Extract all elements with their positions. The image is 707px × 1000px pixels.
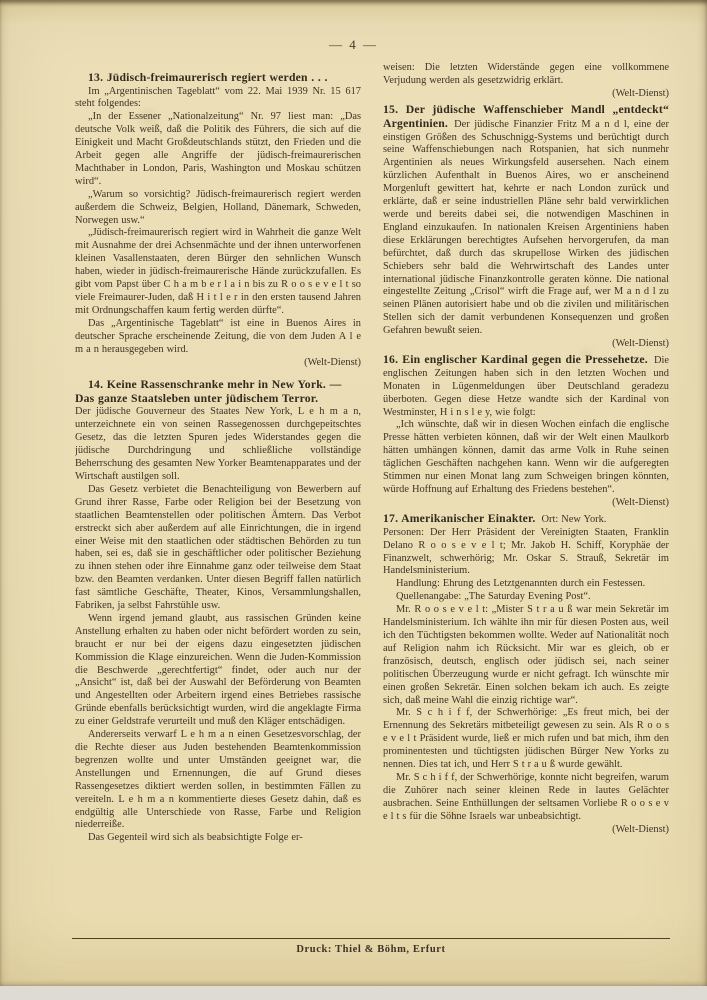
- section-15-attribution: (Welt-Dienst): [612, 338, 669, 350]
- section-15: 15. Der jüdische Waffenschieber Mandl „entdeckt“ Argentinien. Der jüdische Finanzier Fritz M a n d l, eine der einstigen Größen des Schuschnigg-Systems und berüchtigt durch seine Waffenschiebungen nach Rotspanien, hat sich nunmehr Argentinien als neues Wirkungsfeld ausersehen. Nach einem kürzlichen Aufenthalt in Buenos Aires, wo er anscheinend Morgenluft gewittert hat, kehrte er nach London zurück und erklärte, daß er seine industriellen Pläne sehr bald verwirklichen werde und bereits dabei sei, die notwendigen Maschinen in England einzukaufen. In nationalen Kreisen Argentiniens haben diese Erklärungen berechtigtes Aufsehen hervorgerufen, da man befürchtet, daß durch das skrupellose Wirken des jüdischen Schiebers sehr bald die Wehrwirtschaft des Landes unter international jüdische Finanzkontrolle geraten könne. Die national eingestellte Zeitung „Crisol“ wirft die Frage auf, wer M a n d l zu seinen Plänen autorisiert habe und ob die zivilen und militärischen Stellen sich der damit verbundenen Konsequenzen und großen Gefahren bewußt seien.: [383, 102, 669, 337]
- section-13-para-1: Im „Argentinischen Tageblatt“ vom 22. Mai 1939 Nr. 15 617 steht folgendes:: [75, 85, 361, 110]
- section-17-personen: Personen: Der Herr Präsident der Vereinigten Staaten, Franklin Delano R o o s e v e l t; Mr. Jakob H. Schiff, Koryphäe der Finanzwelt, schwerhörig; Mr. Oskar S. Strauß, Sekretär im Handelsministerium.: [383, 526, 669, 577]
- section-14-para-5-continued: weisen: Die letzten Widerstände gegen eine vollkommene Verjudung werden als gesetzwidrig erklärt.: [383, 62, 669, 86]
- section-14-attribution: (Welt-Dienst): [612, 87, 669, 99]
- section-14-para-3: Wenn irgend jemand glaubt, aus rassischen Gründen keine Anstellung erhalten zu haben oder nicht befördert worden zu sein, braucht er nur bei der eigens dazu eingesetzten jüdischen Kommission die Klage einzureichen. Wenn die Juden-Kommission die Beschwerde „gerechtfertigt“ findet, oder auch nur der „Ansicht“ ist, daß bei der Auswahl der Beförderung von Beamten und Angestellten oder Arbeitern irgend eines Betriebes rassische Gründe ebenfalls berücksichtigt wurden, wird die angeklagte Firma zu einer Geldstrafe verurteilt und muß den Kläger entschädigen.: [75, 612, 361, 728]
- section-15-heading: 15. Der jüdische Waffenschieber Mandl „entdeckt“ Argentinien.: [383, 102, 669, 130]
- section-13-heading: 13. Jüdisch-freimaurerisch regiert werden . . .: [88, 71, 328, 84]
- section-14-para-2: Das Gesetz verbietet die Benachteiligung von Bewerbern auf Grund ihrer Rasse, Farbe oder Religion bei der Besetzung von staatlichen Beamtenstellen oder politischen Ämtern. Das Verbot erstreckt sich aber außerdem auf alle Einrichtungen, die in irgend einer Weise mit den staatlichen oder städtischen Behörden zu tun haben, sei es, daß sie in geschäftlicher oder politischer Beziehung zu ihnen stehen oder ihre Einnahme ganz oder teilweise dem Staat bzw. den Beamten verdanken. Unter diesen Begriff fallen natürlich fast sämtliche Geschäfte, Theater, Kinos, Versammlungshallen, Fabriken, ja selbst Fahrstühle usw.: [75, 483, 361, 612]
- section-14-para-5: Das Gegenteil wird sich als beabsichtigte Folge er-: [88, 832, 303, 844]
- footer-imprint: Druck: Thiel & Böhm, Erfurt: [296, 944, 446, 955]
- section-14-para-1: Der jüdische Gouverneur des Staates New York, L e h m a n, unterzeichnete ein von seinen Rassegenossen durchgepeitschtes Gesetz, das die letzten Spuren jedes Widerstandes gegen die jüdische Durchdringung und schließliche vollständige Beherrschung des gesamten New Yorker Beamtenapparates und der Wirtschaft austilgen soll.: [75, 406, 361, 482]
- section-17-quelle: Quellenangabe: „The Saturday Evening Post“.: [396, 591, 591, 603]
- footer-rule: [72, 938, 670, 939]
- page-footer: [72, 938, 670, 955]
- column-left: [75, 62, 361, 934]
- section-14-heading: 14. Keine Rassenschranke mehr in New York. — Das ganze Staatsleben unter jüdischem Terror.: [75, 378, 342, 405]
- section-16-para-2: „Ich wünschte, daß wir in diesen Wochen einfach die englische Presse hätten verbieten können, daß wir der Welt einen Maulkorb hätten umhängen können, damit das arme Volk in Ruhe seinen täglichen Geschäften nachgehen kann. Wenn wir die aufgeregten Stimmen nur einen Monat lang zum Schweigen bringen könnten, würde Hoffnung auf Erhaltung des Friedens bestehen“.: [383, 419, 669, 495]
- section-17-heading: 17. Amerikanischer Einakter.: [383, 511, 542, 525]
- section-17-attribution: (Welt-Dienst): [612, 823, 669, 835]
- section-13-para-5: Das „Argentinische Tageblatt“ ist eine in Buenos Aires in deutscher Sprache erscheinende Zeitung, die von dem Juden A l e m a n herausgegeben wird.: [75, 317, 361, 355]
- text-columns: [75, 62, 669, 934]
- section-13-para-3: „Warum so vorsichtig? Jüdisch-freimaurerisch regiert werden außerdem die Schweiz, Belgien, Holland, Dänemark, Schweden, Norwegen usw.“: [75, 188, 361, 226]
- section-17: 17. Amerikanischer Einakter. Ort: New York.: [383, 511, 607, 525]
- section-16: 16. Ein englischer Kardinal gegen die Pressehetze. Die englischen Zeitungen haben sich in den letzten Wochen und Monaten in Lügenmeldungen über Deutschland geradezu überboten. Gegen diese Hetze wandte sich der Kardinal von Westminster, H i n s l e y, wie folgt:: [383, 352, 669, 418]
- section-16-heading: 16. Ein englischer Kardinal gegen die Pressehetze.: [383, 352, 654, 366]
- section-17-schiff-2: Mr. S c h i f f, der Schwerhörige, konnte nicht begreifen, warum die Zuhörer nach seiner kleinen Rede in lautes Gelächter ausbrachen. Seine Enthüllungen der seltsamen Vorliebe R o o s e v e l t s für die Söhne Israels war unbeabsichtigt.: [383, 771, 669, 822]
- section-13-para-2: „In der Essener „Nationalzeitung“ Nr. 97 liest man: „Das deutsche Volk weiß, daß die Politik des Führers, die sich auf die Einigkeit und Macht Großdeutschlands stützt, den Frieden und die Arbeit gegen alle Angriffe der jüdisch-freimaurerischen Machthaber in London, Paris, Washington und Moskau schützen wird“.: [75, 111, 361, 187]
- section-17-schiff-1: Mr. S c h i f f, der Schwerhörige: „Es freut mich, bei der Ernennung des Sekretärs mitbeteiligt gewesen zu sein. Als R o o s e v e l t Präsident wurde, ließ er mich rufen und bat mich, ihm den prominentesten und tüchtigsten jüdischen Bürger New Yorks zu nennen. Dies tat ich, und Herr S t r a u ß wurde gewählt.: [383, 707, 669, 771]
- section-17-roosevelt: Mr. R o o s e v e l t: „Mister S t r a u ß war mein Sekretär im Handelsministerium. Ich wählte ihn mir für diesen Posten aus, weil ich den Tüchtigsten bekommen wollte. Weder auf Nationalität noch auf Religion nahm ich Rücksicht. Mir war es gleich, ob er französisch, deutsch, englisch oder jüdisch sei, nach seiner politischen Überzeugung wurde er nicht gefragt. Ich wünschte mir einen großen Sekretär. Einen solchen bekam ich auch. Es zeigte sich, daß meine Wahl die einzig richtige war“.: [383, 604, 669, 706]
- section-16-attribution: (Welt-Dienst): [612, 496, 669, 508]
- section-13-attribution: (Welt-Dienst): [304, 356, 361, 368]
- column-right: [383, 62, 669, 934]
- section-14-para-4: Andererseits verwarf L e h m a n einen Gesetzesvorschlag, der die Rechte dieser aus Juden bestehenden Beamtenkommission begrenzen wollte und unter Umständen geeignet war, die Anstellungen und Ernennungen, die auf Grund dieses Rassengesetzes diktiert werden sollen, in bestimmten Fällen zu vereiteln. L e h m a n kommentierte dieses Gesetz dahin, daß es endgültig alle Unterschiede von Rasse, Farbe und Religion niederreiße.: [75, 729, 361, 831]
- section-13-para-4: „Jüdisch-freimaurerisch regiert wird in Wahrheit die ganze Welt mit Ausnahme der drei Achsenmächte und der ihnen unterworfenen kleinen Vasallenstaaten, deren Bürger den sehnlichen Wunsch haben, wieder in jüdisch-freimaurerische Hände zurückzufallen. Es gibt vom Papst über C h a m b e r l a i n bis zu R o o s e v e l t so viele Freimaurer-Juden, daß H i t l e r in den ersten tausend Jahren mit Ordnungschaffen kaum fertig werden dürfte“.: [75, 227, 361, 316]
- section-17-handlung: Handlung: Ehrung des Letztgenannten durch ein Festessen.: [396, 578, 646, 590]
- page-number: — 4 —: [329, 37, 378, 52]
